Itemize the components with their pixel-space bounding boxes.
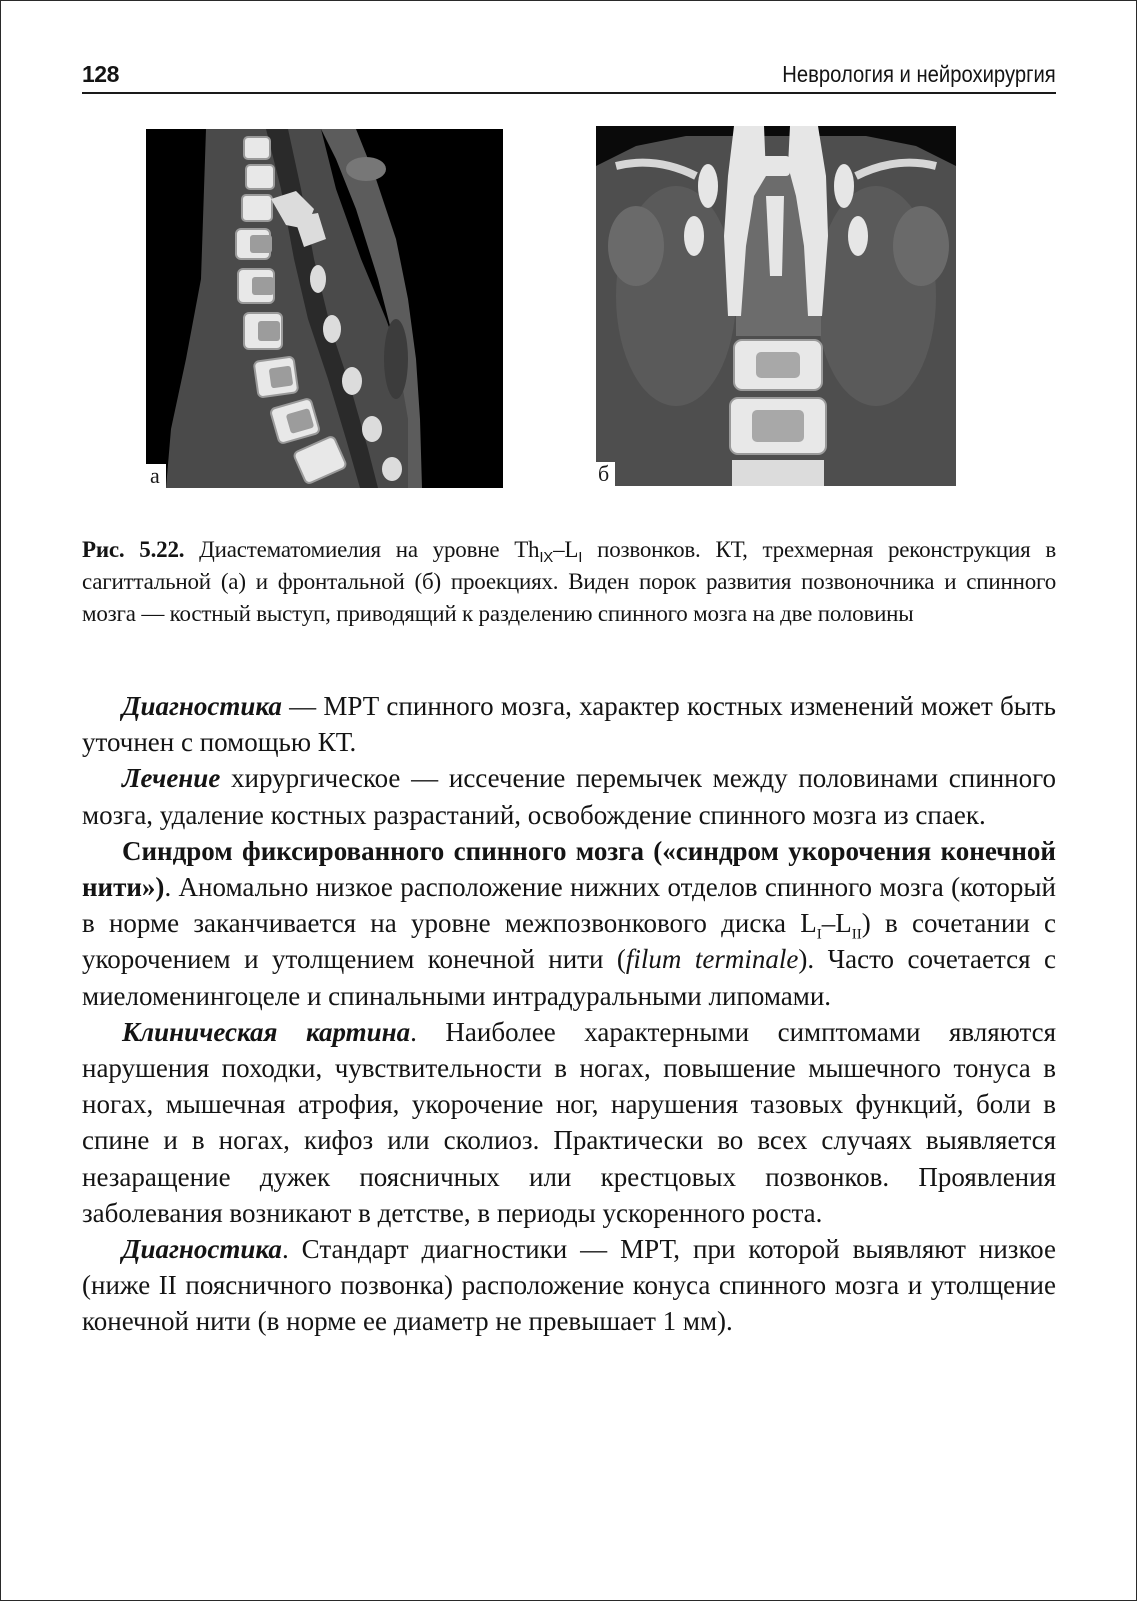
sagittal-ct-image bbox=[146, 129, 503, 488]
paragraph-sub: II bbox=[851, 926, 862, 943]
paragraph-text: . Наиболее характерными симптомами являются нарушения походки, чувствительности в ногах, повышение мышечного тонуса в ногах, мышечная атрофия, укорочение ног, нарушения тазовых функций, боли в спине и в ногах, кифоз или сколиоз. Практически во всех случаях выявляется незаращение дужек поясничных или крестцовых позвонков. Проявления заболевания возникают в детстве, в периоды ускоренного роста. bbox=[82, 1016, 1057, 1228]
paragraph-lead: Диагностика bbox=[122, 1234, 282, 1265]
paragraph-lead: Синдром фиксированного спинного мозга («синдром укорочения конечной нити») bbox=[82, 835, 1056, 903]
paragraph-lead: Диагностика bbox=[122, 691, 282, 721]
body-text bbox=[82, 688, 1056, 1340]
figure-caption bbox=[82, 534, 1056, 630]
paragraph-lead: Клиническая картина bbox=[122, 1016, 411, 1047]
figure-caption-sub-2: I bbox=[578, 549, 583, 567]
figure-caption-sub-1: IX bbox=[539, 549, 554, 567]
panel-a-label: а bbox=[146, 464, 166, 488]
paragraph-diagnostics-1 bbox=[82, 688, 1056, 760]
frontal-ct-image bbox=[596, 126, 956, 486]
paragraph-text: . Стандарт диагностики — МРТ, при которой выявляют низкое (ниже II поясничного позвонка) расположение конуса спинного мозга и утолщение конечной нити (в норме ее диаметр не превышает 1 мм). bbox=[82, 1234, 1056, 1337]
running-head bbox=[82, 62, 1056, 94]
paragraph-text: ). Часто сочетается с миеломенингоцеле и спинальными интрадуральными липомами. bbox=[82, 944, 1056, 1011]
paragraph-treatment bbox=[82, 760, 1056, 832]
latin-term: filum terminale bbox=[625, 944, 799, 975]
paragraph-tethered-cord bbox=[82, 833, 1056, 1014]
figure-caption-text-2: –L bbox=[553, 537, 579, 562]
paragraph-lead: Лечение bbox=[122, 763, 221, 794]
figure-panel-b bbox=[596, 126, 956, 486]
page-number: 128 bbox=[82, 61, 119, 87]
panel-b-label: б bbox=[596, 462, 615, 486]
section-title: Неврология и нейрохирургия bbox=[782, 61, 1056, 87]
paragraph-text: –L bbox=[821, 908, 852, 939]
paragraph-clinical-picture bbox=[82, 1014, 1056, 1231]
paragraph-text: ) в сочетании с укорочением и утолщением конечной нити ( bbox=[82, 908, 1056, 975]
paragraph-text: — МРТ спинного мозга, характер костных изменений может быть уточнен с помощью КТ. bbox=[82, 691, 1056, 758]
figure-caption-text-1: Диастематомиелия на уровне Th bbox=[184, 537, 540, 562]
figure-panel-a bbox=[146, 129, 503, 488]
paragraph-sub: I bbox=[816, 926, 822, 943]
figure-caption-label: Рис. 5.22. bbox=[82, 537, 185, 562]
paragraph-text: хирургическое — иссечение перемычек между половинами спинного мозга, удаление костных разрастаний, освобождение спинного мозга из спаек. bbox=[82, 763, 1056, 830]
paragraph-diagnostics-2 bbox=[82, 1231, 1056, 1340]
figure-caption-text-3: позвонков. КТ, трехмерная реконструкция в сагиттальной (а) и фронтальной (б) проекциях. Виден порок развития позвоночника и спинного мозга — костный выступ, приводящий к разделению спинного мозга на две половины bbox=[82, 537, 1056, 626]
paragraph-text: . Аномально низкое расположение нижних отделов спинного мозга (который в норме заканчивается на уровне межпозвонкового диска L bbox=[82, 872, 1056, 939]
